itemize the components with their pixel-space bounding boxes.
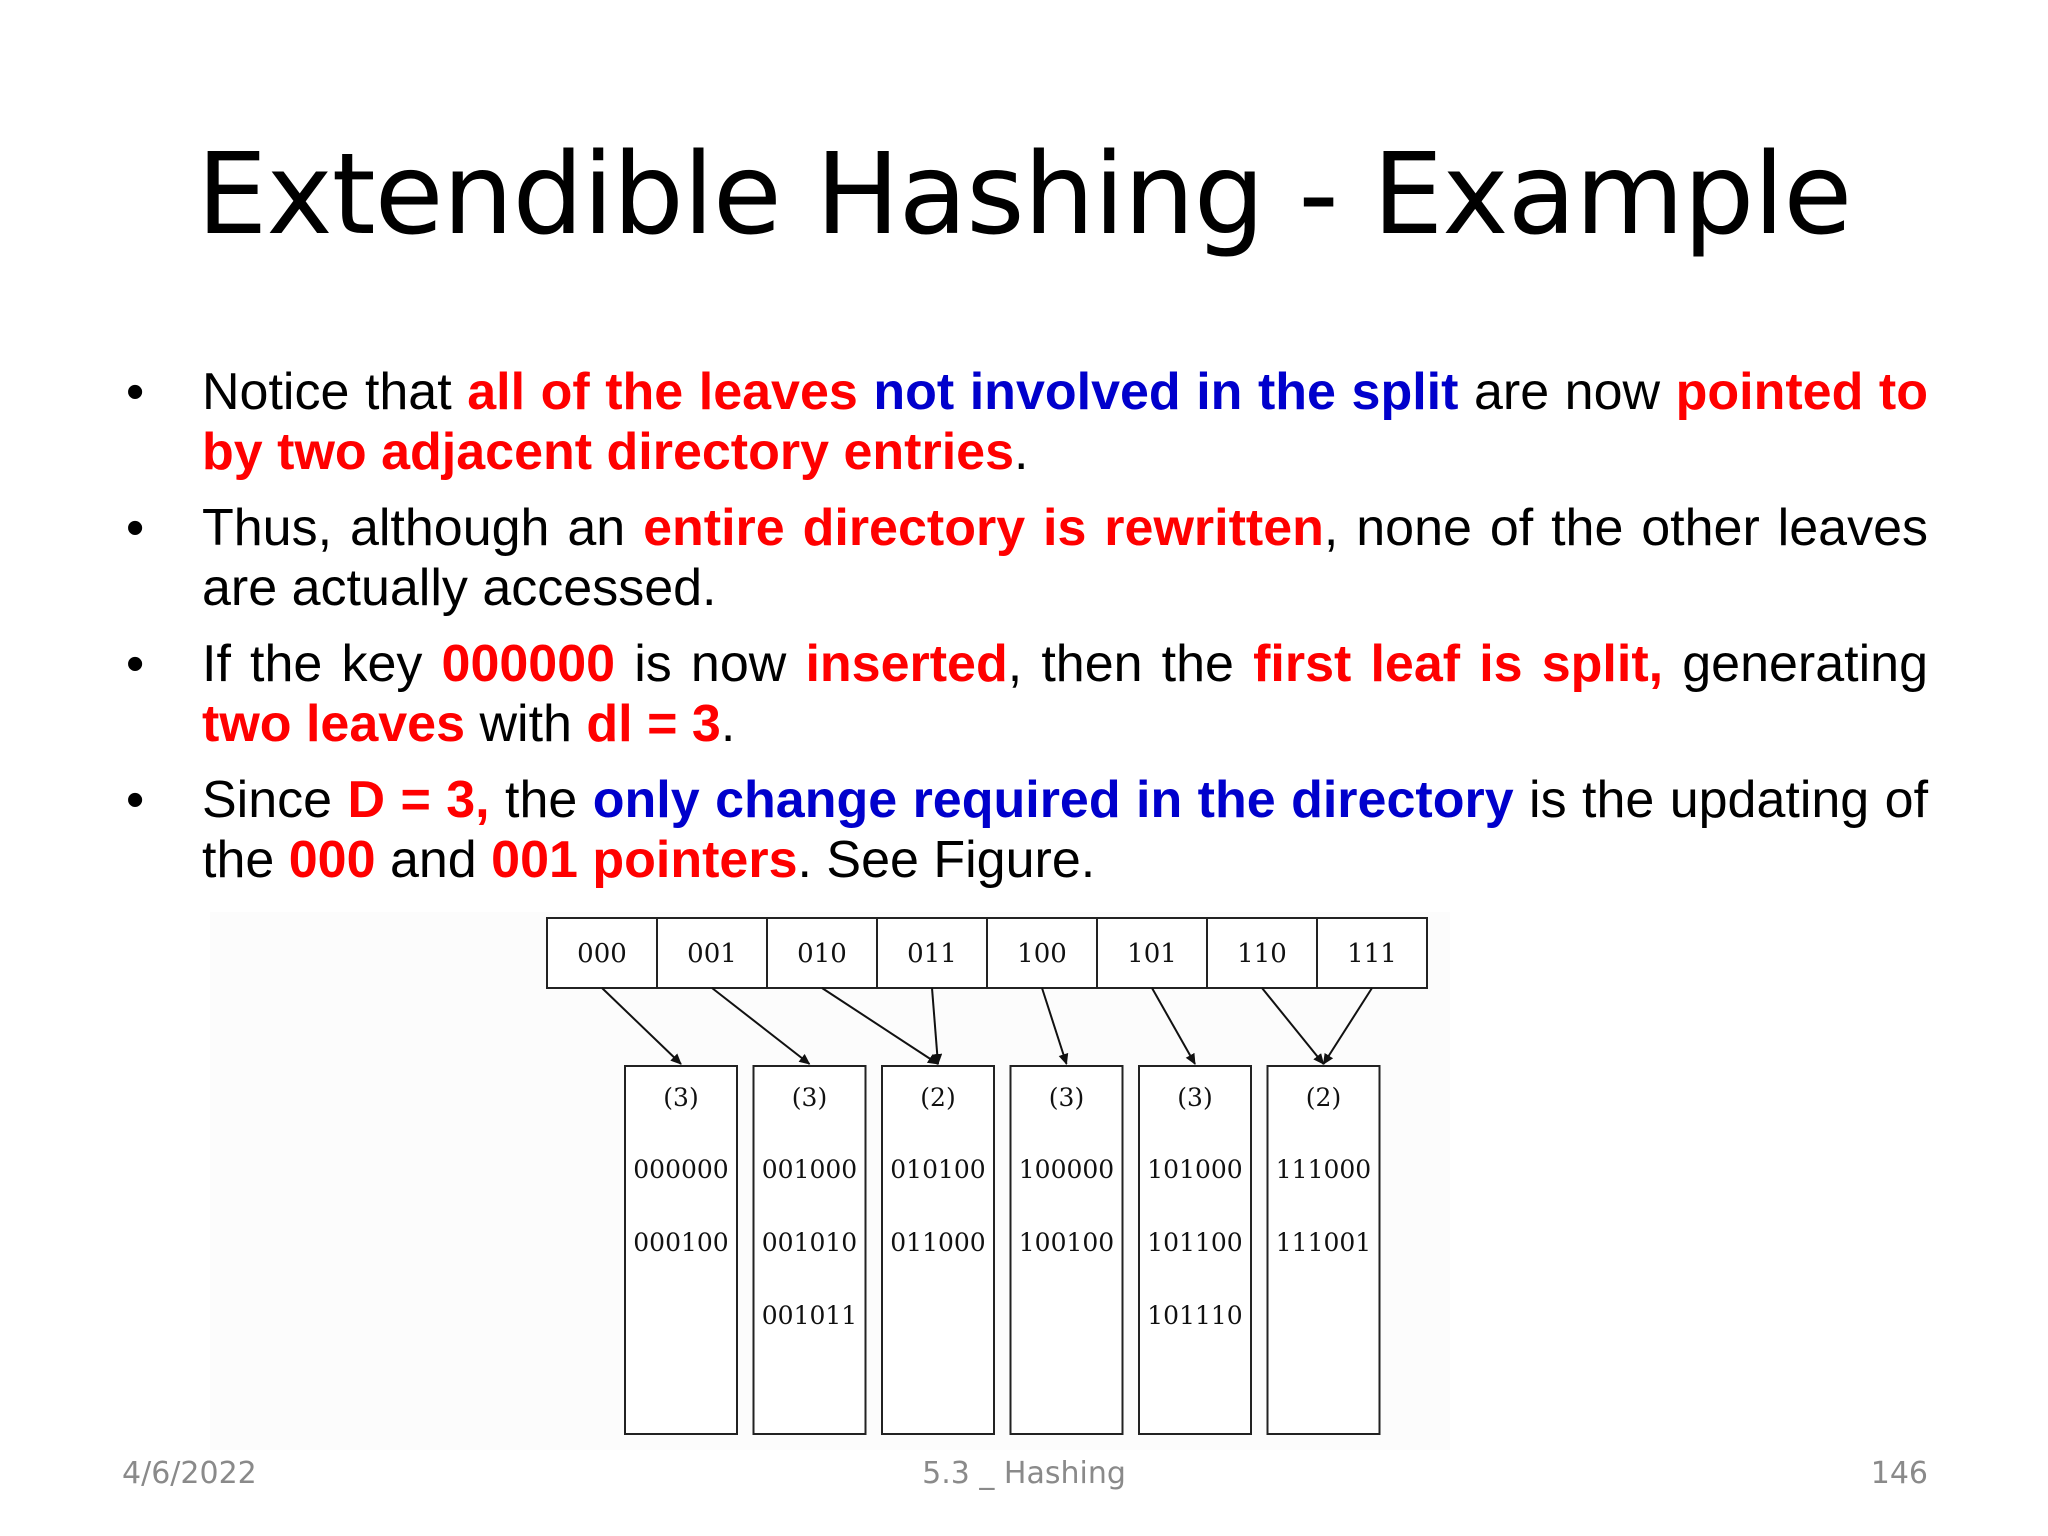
leaf-key: 000100: [633, 1228, 729, 1257]
bullet-text: with: [465, 695, 587, 753]
pointer-arrow: [602, 988, 681, 1064]
bullet-dot-icon: •: [126, 635, 145, 693]
leaf-key: 111001: [1275, 1228, 1372, 1257]
directory-label: 101: [1127, 939, 1177, 969]
pointer-arrow: [1324, 988, 1373, 1064]
pointer-arrow: [1152, 988, 1195, 1064]
bullet-text: , then the: [1007, 635, 1254, 693]
highlight-text: D = 3,: [347, 771, 490, 829]
pointer-arrow: [1042, 988, 1067, 1064]
directory-label: 110: [1237, 939, 1287, 969]
bullet-text: and: [375, 831, 492, 889]
bullet-text: Notice that: [202, 363, 468, 421]
highlight-text: not involved in the split: [873, 363, 1459, 421]
bullet-text: Thus, although an: [202, 499, 644, 557]
leaf-key: 001010: [761, 1228, 858, 1257]
highlight-text: 000: [288, 831, 376, 889]
highlight-text: only change required in the directory: [592, 771, 1514, 829]
hash-diagram: [210, 912, 1450, 1450]
leaf-key: 001000: [761, 1155, 858, 1184]
bullet-text: If the key: [202, 635, 442, 693]
extendible-hashing-figure: [210, 912, 1450, 1450]
highlight-text: two leaves: [202, 695, 466, 753]
directory-label: 111: [1347, 939, 1397, 969]
directory-label: 010: [797, 939, 847, 969]
leaf-depth: (3): [791, 1083, 828, 1112]
leaf-key: 100100: [1018, 1228, 1115, 1257]
footer-date: 4/6/2022: [122, 1456, 257, 1491]
leaf-depth: (2): [920, 1083, 956, 1112]
leaf-depth: (3): [663, 1083, 699, 1112]
pointer-arrow: [1262, 988, 1324, 1064]
bullet-text: are now: [1458, 363, 1676, 421]
highlight-text: 001 pointers: [491, 831, 798, 889]
slide-title: Extendible Hashing - Example: [196, 130, 1852, 260]
bullet-text: , none of the other leaves are actually accessed.: [202, 499, 1928, 617]
directory-label: 011: [907, 939, 957, 969]
bullet-text: the: [489, 771, 593, 829]
directory-label: 001: [687, 939, 737, 969]
bullet-text: . See Figure.: [797, 831, 1096, 889]
bullet-dot-icon: •: [126, 499, 145, 557]
highlight-text: dl = 3: [586, 695, 721, 753]
bullet-item: [120, 362, 1928, 482]
pointer-arrow: [822, 988, 938, 1064]
bullet-text: [858, 363, 874, 421]
bullet-item: [120, 634, 1928, 754]
bullet-list: [120, 362, 1928, 906]
bullet-dot-icon: •: [126, 363, 145, 421]
directory-label: 100: [1017, 939, 1067, 969]
bullet-text: is now: [615, 635, 806, 693]
bullet-dot-icon: •: [126, 771, 145, 829]
footer-section: 5.3 _ Hashing: [922, 1456, 1126, 1491]
leaf-key: 101100: [1147, 1228, 1243, 1257]
highlight-text: pointed to by two adjacent directory entries: [202, 363, 1928, 481]
highlight-text: all of the leaves: [467, 363, 858, 421]
highlight-text: inserted: [805, 635, 1008, 693]
footer-page-number: 146: [1870, 1456, 1928, 1491]
bullet-text: .: [1014, 423, 1029, 481]
leaf-key: 000000: [633, 1155, 729, 1184]
leaf-key: 101000: [1147, 1155, 1243, 1184]
leaf-depth: (3): [1177, 1083, 1213, 1112]
bullet-item: [120, 770, 1928, 890]
highlight-text: first leaf is split,: [1253, 635, 1664, 693]
leaf-key: 100000: [1018, 1155, 1115, 1184]
leaf-key: 010100: [890, 1155, 986, 1184]
leaf-key: 011000: [890, 1228, 986, 1257]
bullet-text: .: [720, 695, 736, 753]
highlight-text: entire directory is rewritten: [643, 499, 1324, 557]
pointer-arrow: [712, 988, 810, 1064]
bullet-text: generating: [1663, 635, 1928, 693]
highlight-text: 000000: [441, 635, 616, 693]
leaf-depth: (3): [1048, 1083, 1085, 1112]
bullet-item: [120, 498, 1928, 618]
directory-label: 000: [577, 939, 627, 969]
leaf-key: 001011: [761, 1301, 858, 1330]
bullet-text: is the updating of the: [202, 771, 1929, 889]
pointer-arrow: [932, 988, 938, 1064]
leaf-depth: (2): [1305, 1083, 1342, 1112]
leaf-key: 111000: [1275, 1155, 1372, 1184]
bullet-text: Since: [202, 771, 348, 829]
leaf-key: 101110: [1147, 1301, 1243, 1330]
